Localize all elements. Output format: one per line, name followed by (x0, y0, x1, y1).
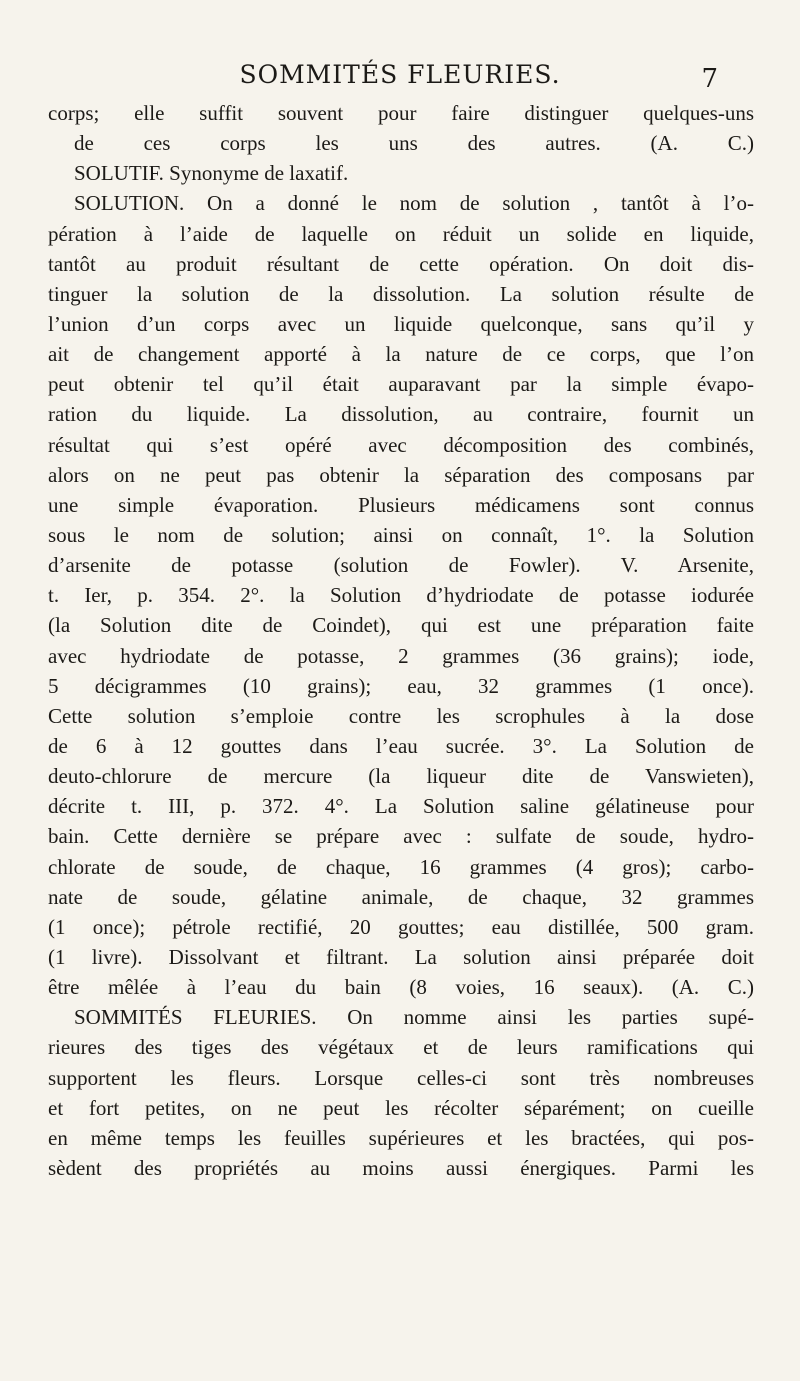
text-line: corps; elle suffit souvent pour faire distinguer quelques-uns (48, 101, 754, 125)
text-line: nate de soude, gélatine animale, de chaque, 32 grammes (48, 884, 754, 909)
running-title: SOMMITÉS FLEURIES. (239, 60, 561, 89)
page-number: 7 (701, 64, 718, 94)
text-line: en même temps les feuilles supérieures et les bractées, qui pos- (48, 1125, 754, 1150)
text-line: rieures des tiges des végétaux et de leurs ramifications qui (48, 1035, 754, 1060)
text-line: une simple évaporation. Plusieurs médicamens sont connus (48, 492, 754, 517)
text-line: supportent les fleurs. Lorsque celles-ci sont très nombreuses (48, 1065, 754, 1090)
text-line: (la Solution dite de Coindet), qui est une préparation faite (48, 613, 754, 638)
text-line: (1 once); pétrole rectifié, 20 gouttes; eau distillée, 500 gram. (48, 914, 754, 939)
text-line: sous le nom de solution; ainsi on connaît, 1°. la Solution (48, 522, 754, 547)
text-line: de 6 à 12 gouttes dans l’eau sucrée. 3°. La Solution de (48, 733, 754, 758)
text-line: 5 décigrammes (10 grains); eau, 32 grammes (1 once). (48, 673, 754, 698)
text-line: Cette solution s’emploie contre les scrophules à la dose (48, 703, 754, 728)
text-line: avec hydriodate de potasse, 2 grammes (36 grains); iode, (48, 643, 754, 668)
text-line: et fort petites, on ne peut les récolter séparément; on cueille (48, 1095, 754, 1120)
text-line: l’union d’un corps avec un liquide quelconque, sans qu’il y (48, 311, 754, 336)
text-line: ration du liquide. La dissolution, au contraire, fournit un (48, 402, 754, 427)
text-line: être mêlée à l’eau du bain (8 voies, 16 seaux). (A. C.) (48, 975, 754, 1000)
text-line: décrite t. III, p. 372. 4°. La Solution saline gélatineuse pour (48, 794, 754, 819)
text-line: ait de changement apporté à la nature de ce corps, que l’on (48, 342, 754, 367)
page-header (0, 52, 800, 92)
text-line: pération à l’aide de laquelle on réduit un solide en liquide, (48, 221, 754, 246)
text-line: sèdent des propriétés au moins aussi énergiques. Parmi les (48, 1155, 754, 1180)
text-line: SOLUTIF. Synonyme de laxatif. (74, 161, 349, 186)
body-text (48, 98, 754, 1183)
text-line: alors on ne peut pas obtenir la séparation des composans par (48, 462, 754, 487)
text-line: d’arsenite de potasse (solution de Fowler). V. Arsenite, (48, 553, 754, 578)
text-line: tinguer la solution de la dissolution. La solution résulte de (48, 281, 754, 306)
text-line: chlorate de soude, de chaque, 16 grammes (4 gros); carbo- (48, 854, 754, 879)
text-line: (1 livre). Dissolvant et filtrant. La solution ainsi préparée doit (48, 944, 754, 969)
text-line: de ces corps les uns des autres. (A. C.) (74, 131, 754, 156)
text-line: deuto-chlorure de mercure (la liqueur dite de Vanswieten), (48, 764, 754, 789)
text-line: t. Ier, p. 354. 2°. la Solution d’hydriodate de potasse iodurée (48, 583, 754, 608)
text-line: résultat qui s’est opéré avec décomposition des combinés, (48, 432, 754, 457)
text-line: SOLUTION. On a donné le nom de solution , tantôt à l’o- (74, 191, 754, 216)
text-line: tantôt au produit résultant de cette opération. On doit dis- (48, 251, 754, 276)
text-line: bain. Cette dernière se prépare avec : sulfate de soude, hydro- (48, 824, 754, 849)
text-line: SOMMITÉS FLEURIES. On nomme ainsi les parties supé- (74, 1005, 754, 1030)
text-line: peut obtenir tel qu’il était auparavant par la simple évapo- (48, 372, 754, 397)
